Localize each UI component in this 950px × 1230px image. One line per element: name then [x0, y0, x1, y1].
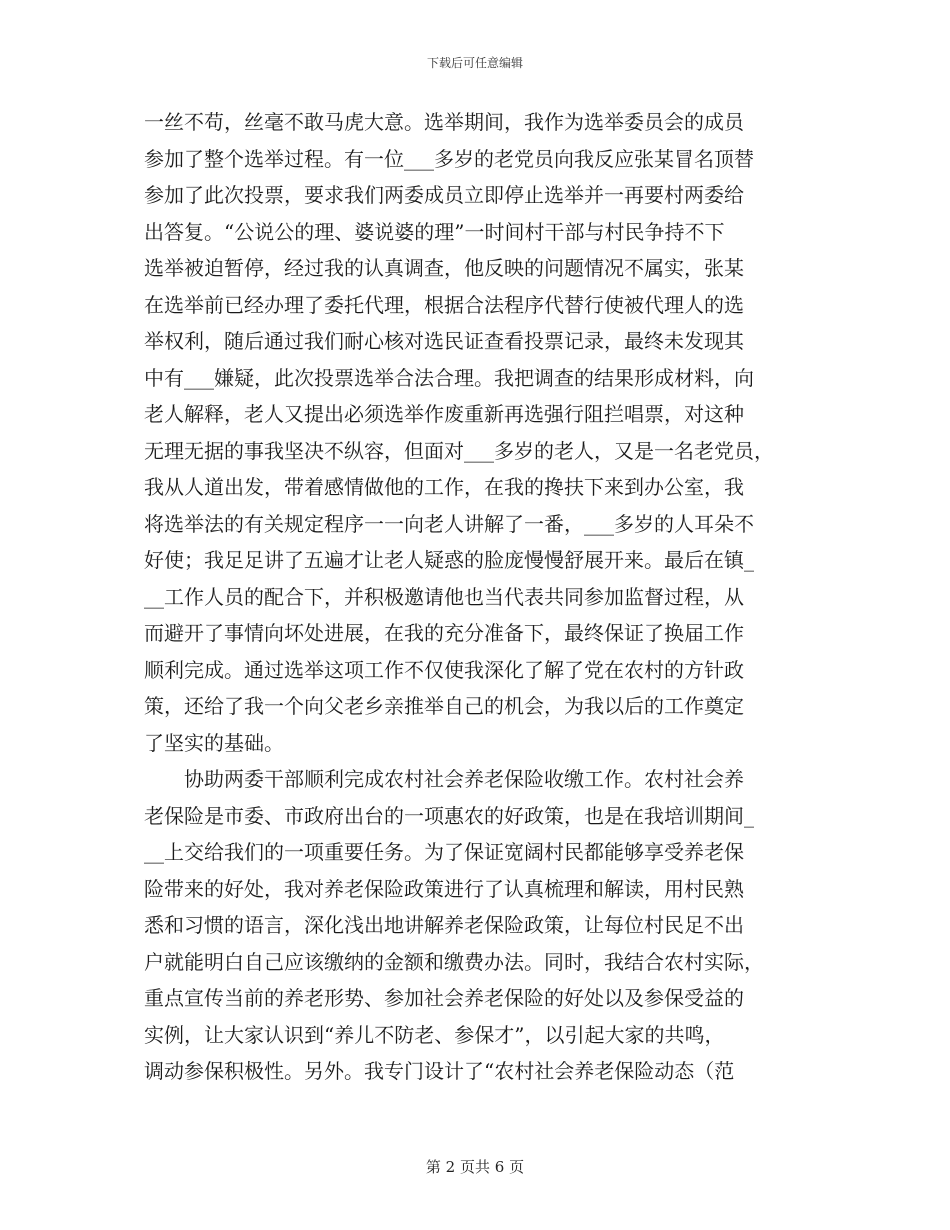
- body-line: 顺利完成。通过选举这项工作不仅使我深化了解了党在农村的方针政: [144, 657, 744, 682]
- body-line: 参加了此次投票，要求我们两委成员立即停止选举并一再要村两委给: [144, 183, 744, 207]
- body-line: 调动参保积极性。另外。我专门设计了“农村社会养老保险动态（范: [144, 1059, 735, 1083]
- body-line: __工作人员的配合下，并积极邀请他也当代表共同参加监督过程，从: [144, 584, 744, 609]
- body-line: 重点宣传当前的养老形势、参加社会养老保险的好处以及参保受益的: [144, 986, 744, 1010]
- body-line: __上交给我们的一项重要任务。为了保证宽阔村民都能够享受养老保: [144, 840, 744, 864]
- body-line: 中有___嫌疑，此次投票选举合法合理。我把调查的结果形成材料，向: [144, 365, 754, 390]
- body-line: 将选举法的有关规定程序一一向老人讲解了一番，___多岁的人耳朵不: [144, 511, 754, 536]
- body-line: 老保险是市委、市政府出台的一项惠农的好政策，也是在我培训期间_: [144, 803, 754, 828]
- body-line: 老人解释，老人又提出必须选举作废重新再选强行阻拦唱票，对这种: [144, 402, 744, 426]
- body-line: 一丝不苟，丝毫不敢马虎大意。选举期间，我作为选举委员会的成员: [144, 110, 744, 134]
- body-line: 而避开了事情向坏处进展，在我的充分准备下，最终保证了换届工作: [144, 621, 744, 645]
- body-line: 无理无据的事我坚决不纵容，但面对___多岁的老人，又是一名老党员，: [144, 438, 774, 463]
- body-line: 悉和习惯的语言，深化浅出地讲解养老保险政策，让每位村民足不出: [144, 913, 744, 937]
- page-number: 第 2 页共 6 页: [425, 1158, 525, 1176]
- body-line: 好使；我足足讲了五遍才让老人疑惑的脸庞慢慢舒展开来。最后在镇_: [144, 548, 754, 572]
- body-line: 出答复。“公说公的理、婆说婆的理”一时间村干部与村民争持不下: [144, 219, 725, 244]
- body-line: 参加了整个选举过程。有一位___多岁的老党员向我反应张某冒名顶替: [144, 146, 754, 171]
- body-line: 我从人道出发，带着感情做他的工作，在我的搀扶下来到办公室，我: [144, 475, 744, 499]
- body-line: 选举被迫暂停，经过我的认真调查，他反映的问题情况不属实，张某: [144, 256, 744, 280]
- document-body: [144, 104, 806, 1090]
- paragraph-start-line: 协助两委干部顺利完成农村社会养老保险收缴工作。农村社会养: [184, 767, 744, 791]
- body-line: 举权利，随后通过我们耐心核对选民证查看投票记录，最终未发现其: [144, 329, 744, 353]
- page-header-note: 下载后可任意编辑: [426, 56, 523, 70]
- body-line: 了坚实的基础。: [144, 730, 284, 755]
- body-line: 策，还给了我一个向父老乡亲推举自己的机会，为我以后的工作奠定: [144, 694, 744, 718]
- body-line: 险带来的好处，我对养老保险政策进行了认真梳理和解读，用村民熟: [144, 876, 744, 901]
- body-line: 在选举前已经办理了委托代理，根据合法程序代替行使被代理人的选: [144, 292, 744, 317]
- body-line: 实例，让大家认识到“养儿不防老、参保才”，以引起大家的共鸣，: [144, 1022, 725, 1047]
- body-line: 户就能明白自己应该缴纳的金额和缴费办法。同时，我结合农村实际，: [144, 949, 764, 974]
